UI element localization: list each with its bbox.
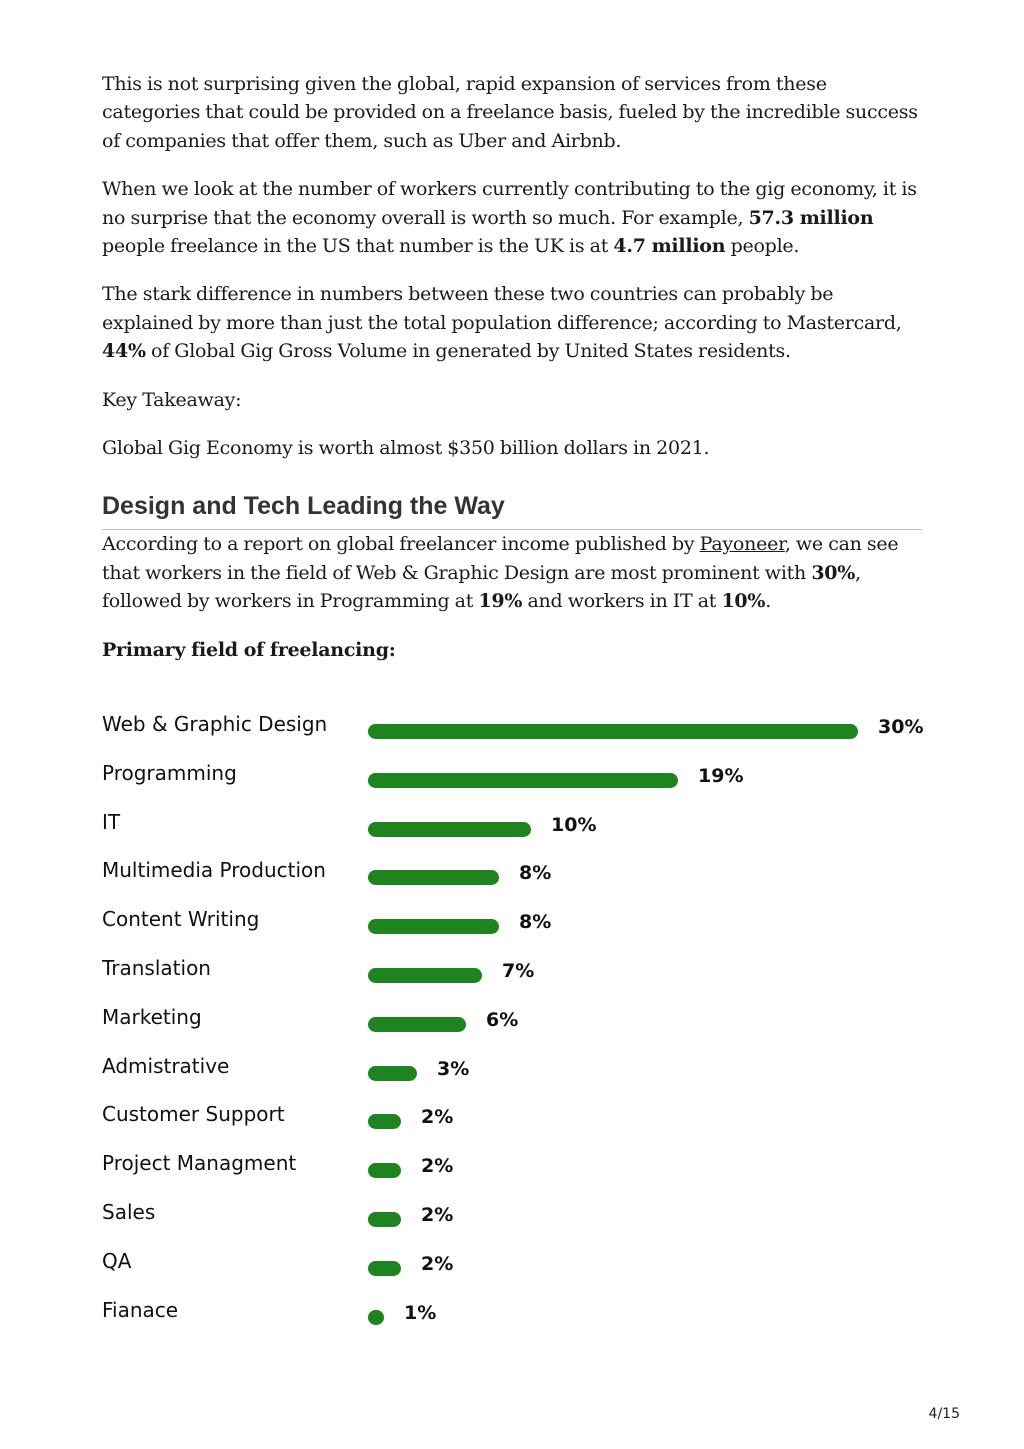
chart-value-label: 30% — [878, 716, 924, 738]
chart-category-label: Sales — [102, 1200, 156, 1224]
programming-figure: 19% — [478, 590, 523, 613]
chart-category-label: Content Writing — [102, 907, 260, 932]
chart-value-label: 7% — [502, 960, 535, 982]
chart-value-label: 2% — [421, 1204, 454, 1226]
chart-category-label: QA — [102, 1248, 132, 1273]
chart-value-label: 8% — [519, 862, 552, 885]
chart-bar — [368, 1017, 466, 1032]
it-figure: 10% — [721, 590, 766, 613]
chart-category-label: Web & Graphic Design — [102, 712, 328, 736]
chart-bar — [368, 1114, 401, 1129]
chart-category-label: Programming — [102, 760, 237, 785]
chart-bar — [368, 822, 531, 837]
chart-bar — [368, 919, 499, 934]
chart-row — [102, 761, 932, 801]
key-takeaway-label: Key Takeaway: — [102, 388, 242, 411]
page-number: 4/15 — [928, 1406, 960, 1422]
freelancing-field-bar-chart — [102, 712, 932, 1342]
chart-bar — [368, 773, 678, 788]
chart-category-label: Translation — [102, 956, 211, 980]
chart-category-label: Marketing — [102, 1004, 202, 1029]
chart-bar — [368, 968, 482, 983]
chart-value-label: 2% — [421, 1252, 454, 1275]
chart-row — [102, 1005, 932, 1045]
us-share-figure: 44% — [102, 340, 146, 363]
chart-bar — [368, 1066, 417, 1081]
section-intro: According to a report on global freelancer income published by Payoneer, we can see that workers in the field of Web & Graphic Design are most prominent with 30%, followed by workers in Programming at 19% and workers in IT at 10%. — [102, 533, 899, 613]
chart-caption: Primary field of freelancing: — [102, 638, 396, 661]
chart-row — [102, 956, 932, 996]
chart-row — [102, 1054, 932, 1094]
chart-value-label: 3% — [437, 1057, 470, 1080]
chart-category-label: Customer Support — [102, 1102, 285, 1127]
chart-value-label: 8% — [519, 911, 552, 934]
chart-bar — [368, 870, 499, 885]
chart-value-label: 6% — [486, 1008, 519, 1031]
key-takeaway-text: Global Gig Economy is worth almost $350 billion dollars in 2021. — [102, 437, 710, 460]
paragraph-2: When we look at the number of workers currently contributing to the gig economy, it is no surprise that the economy overall is worth so much. For example, 57.3 million people freelance in the US that number is the UK is at 4.7 million people. — [102, 178, 917, 258]
chart-row — [102, 810, 932, 850]
chart-bar — [368, 1163, 401, 1178]
payoneer-link[interactable]: Payoneer — [699, 533, 785, 556]
chart-value-label: 2% — [421, 1155, 454, 1178]
chart-row — [102, 1298, 932, 1338]
chart-row — [102, 1200, 932, 1240]
chart-value-label: 19% — [698, 764, 744, 787]
paragraph-1: This is not surprising given the global, rapid expansion of services from these categories that could be provided on a freelance basis, fueled by the incredible success of companies that offer them, such as Uber and Airbnb. — [102, 73, 918, 152]
document-page — [102, 70, 922, 664]
chart-value-label: 2% — [421, 1106, 454, 1129]
web-design-figure: 30% — [811, 561, 856, 584]
chart-category-label: Multimedia Production — [102, 858, 326, 883]
chart-row — [102, 1249, 932, 1289]
chart-row — [102, 1151, 932, 1191]
us-freelancers-figure: 57.3 million — [748, 206, 874, 229]
chart-bar — [368, 724, 858, 739]
chart-category-label: Project Managment — [102, 1151, 297, 1176]
chart-row — [102, 1102, 932, 1142]
chart-row — [102, 858, 932, 898]
chart-bar — [368, 1261, 401, 1276]
chart-value-label: 10% — [551, 813, 597, 836]
chart-category-label: IT — [102, 809, 121, 834]
chart-value-label: 1% — [404, 1301, 437, 1324]
chart-category-label: Admistrative — [102, 1053, 230, 1078]
paragraph-3: The stark difference in numbers between these two countries can probably be explained by more than just the total population difference; according to Mastercard, 44% of Global Gig Gross Volume in generated by United States residents. — [102, 283, 902, 363]
uk-freelancers-figure: 4.7 million — [613, 235, 726, 258]
chart-category-label: Fianace — [102, 1297, 179, 1322]
chart-row — [102, 907, 932, 947]
chart-bar — [368, 1212, 401, 1227]
chart-row — [102, 712, 932, 752]
section-heading: Design and Tech Leading the Way — [102, 482, 922, 530]
chart-bar — [368, 1310, 384, 1325]
